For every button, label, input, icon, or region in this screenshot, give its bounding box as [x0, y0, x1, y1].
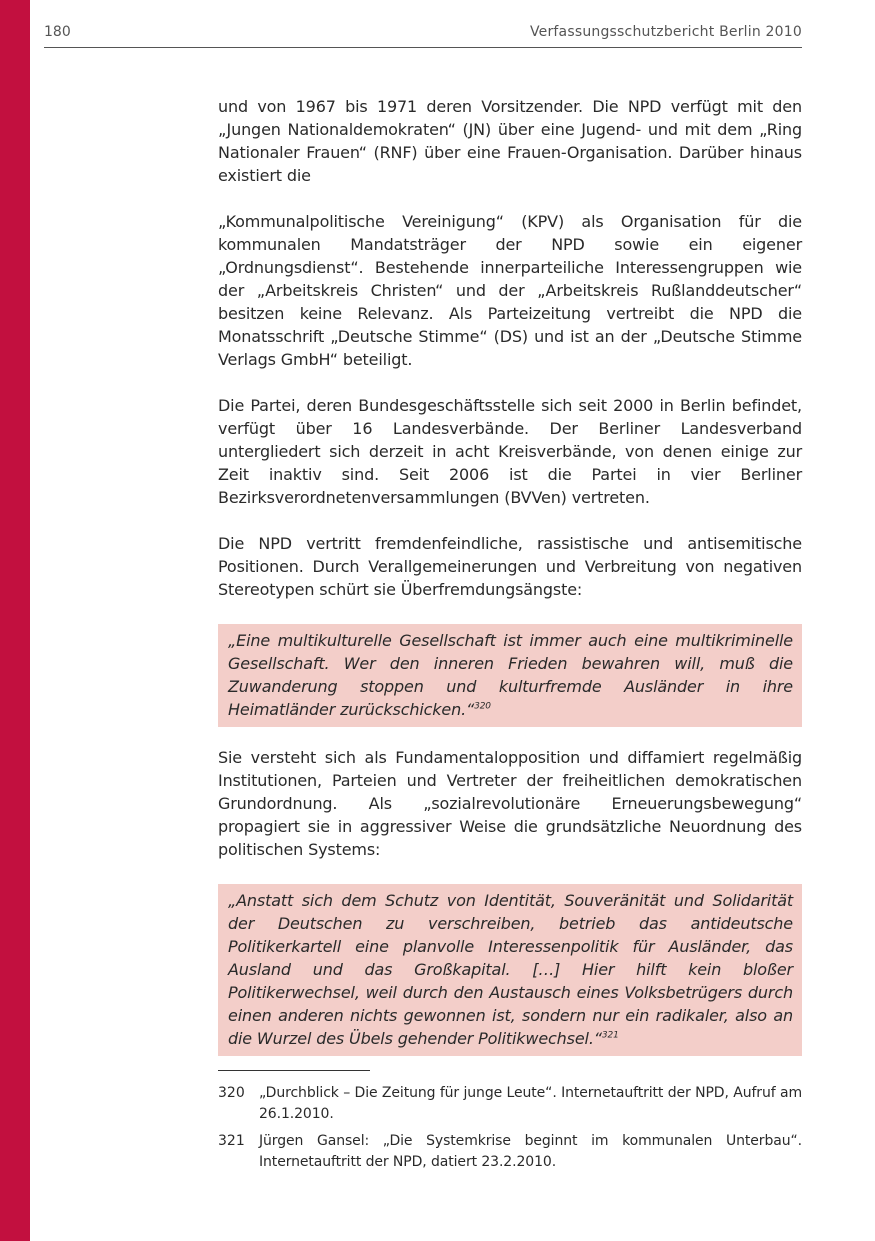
main-content	[218, 95, 802, 1075]
footnote-number: 320	[218, 1085, 245, 1101]
footnotes-section	[218, 1083, 802, 1179]
footnote-reference-320[interactable]: 320	[474, 701, 491, 712]
quote-2-text: „Anstatt sich dem Schutz von Identität, Souveränität und Solidarität der Deutschen zu verschreiben, betrieb das antideutsche Politikerkartell eine planvolle Interessenpolitik für Ausländer, das Ausland und das Großkapital. […] Hier hilft kein bloßer Politikerwechsel, weil durch den Austausch eines Volksbetrügers durch einen anderen nichts gewonnen ist, sondern nur ein radikaler, also an die Wurzel des Übels gehender Politikwechsel.“	[228, 891, 793, 1048]
footnote-reference-321[interactable]: 321	[601, 1030, 619, 1041]
paragraph-2: „Kommunalpolitische Vereinigung“ (KPV) als Organisation für die kommunalen Mandatsträger der NPD sowie ein eigener „Ordnungsdienst“. Bestehende innerparteiliche Interessengruppen wie der „Arbeitskreis Christen“ und der „Arbeitskreis Rußlanddeutscher“ besitzen keine Relevanz. Als Parteizeitung vertreibt die NPD die Monatsschrift „Deutsche Stimme“ (DS) und ist an der „Deutsche Stimme Verlags GmbH“ beteiligt.	[218, 212, 802, 369]
quote-box-2	[218, 884, 802, 1056]
footnote-text: Jürgen Gansel: „Die Systemkrise beginnt im kommunalen Unterbau“. Internetauftritt der NPD, datiert 23.2.2010.	[259, 1133, 802, 1170]
footnote-320	[218, 1083, 802, 1125]
quote-1-text: „Eine multikulturelle Gesellschaft ist immer auch eine multikriminelle Gesellschaft. Wer den inneren Frieden bewahren will, muß die Zuwanderung stoppen und kulturfremde Ausländer in ihre Heimatländer zurückschicken.“	[228, 631, 793, 719]
page-header	[44, 22, 802, 48]
quote-box-1	[218, 624, 802, 727]
paragraph-1: und von 1967 bis 1971 deren Vorsitzender. Die NPD verfügt mit den „Jungen Nationaldemokraten“ (JN) über eine Jugend- und mit dem „Ring Nationaler Frauen“ (RNF) über eine Frauen-Organisation. Darüber hinaus existiert die	[218, 97, 802, 185]
footnote-text: „Durchblick – Die Zeitung für junge Leute“. Internetauftritt der NPD, Aufruf am 26.1.2010.	[259, 1085, 802, 1122]
page-number: 180	[44, 24, 71, 40]
footnote-divider	[218, 1070, 370, 1071]
running-title: Verfassungsschutzbericht Berlin 2010	[529, 24, 802, 40]
paragraph-4: Die NPD vertritt fremdenfeindliche, rassistische und antisemitische Positionen. Durch Verallgemeinerungen und Verbreitung von negativen Stereotypen schürt sie Überfremdungsängste:	[218, 534, 802, 599]
paragraph-3: Die Partei, deren Bundesgeschäftsstelle sich seit 2000 in Berlin befindet, verfügt über 16 Landesverbände. Der Berliner Landesverband untergliedert sich derzeit in acht Kreisverbände, von denen einige zur Zeit inaktiv sind. Seit 2006 ist die Partei in vier Berliner Bezirksverordnetenversammlungen (BVVen) vertreten.	[218, 396, 802, 507]
paragraph-5: Sie versteht sich als Fundamentalopposition und diffamiert regelmäßig Institutionen, Parteien und Vertreter der freiheitlichen demokratischen Grundordnung. Als „sozialrevolutionäre Erneuerungsbewegung“ propagiert sie in aggressiver Weise die grundsätzliche Neuordnung des politischen Systems:	[218, 748, 802, 859]
footnote-321	[218, 1131, 802, 1173]
footnote-number: 321	[218, 1133, 245, 1149]
side-color-bar	[0, 0, 30, 1241]
